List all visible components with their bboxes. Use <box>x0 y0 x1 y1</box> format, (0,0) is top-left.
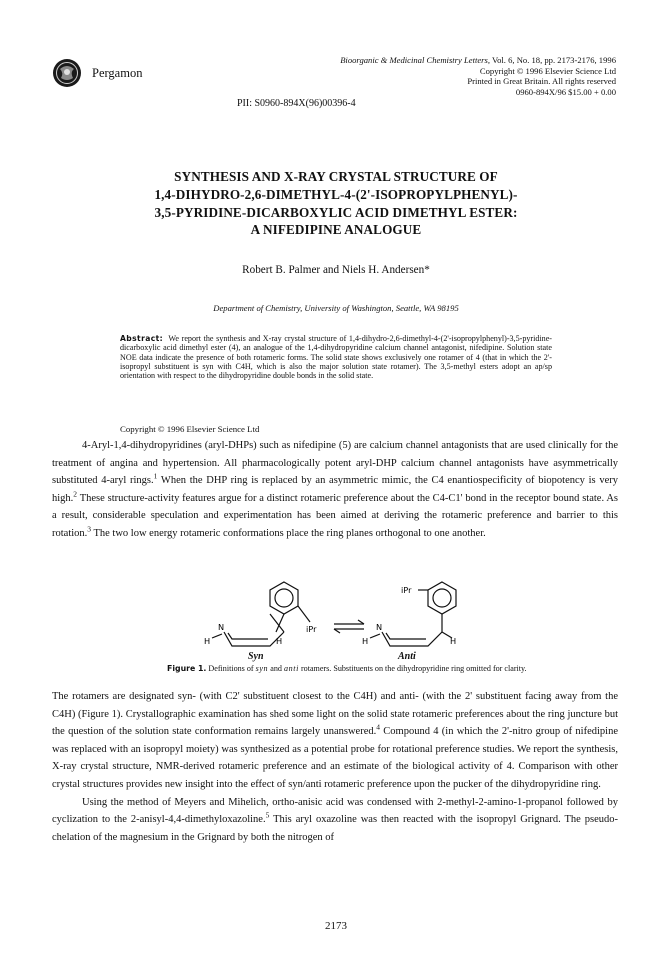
p3-text-a: Using the method of Meyers and Mihelich, ortho-anisic acid was condensed with 2-methyl-2-amino-1-propanol followed by cyclization to the 2-anisyl-4,4-dimethyloxazoline. <box>52 796 618 826</box>
pergamon-logo <box>52 58 82 88</box>
syn-h-left: H <box>204 636 211 646</box>
anti-label: Anti <box>398 651 416 662</box>
syn-phenyl-ring <box>270 582 298 614</box>
caption-and: and <box>268 664 284 673</box>
paragraph-1 <box>52 437 618 543</box>
p1-text-a: 4-Aryl-1,4-dihydropyridines (aryl-DHPs) such as nifedipine (5) are calcium channel antagonists that are used clinically for the treatment of angina and hypertension. All pharmacologically potent aryl-DHP calcium channel antagonists have asymmetrically substituted 4-aryl rings. <box>52 440 618 487</box>
syn-n-label: N <box>218 622 225 632</box>
ref-2: 2 <box>73 489 78 499</box>
page-number: 2173 <box>325 920 347 932</box>
abstract <box>120 334 552 380</box>
ref-1: 1 <box>153 471 158 481</box>
anti-phenyl-ring <box>418 582 456 614</box>
p2-text-a: The rotamers are designated syn- (with C2' substituent closest to the C4H) and anti- (with the 2' substituent facing away from the C4H) (Figure 1). Crystallographic examination has shed some light on the solid state rotameric preferences about the ring juncture but the question of the solution state conformation remains largely unanswered. <box>52 691 618 738</box>
equilibrium-arrows <box>334 620 364 633</box>
anti-ipr-label: iPr <box>401 585 412 595</box>
paper-title <box>60 168 612 239</box>
title-line-1: SYNTHESIS AND X-RAY CRYSTAL STRUCTURE OF <box>174 169 498 184</box>
ref-4: 4 <box>376 722 380 732</box>
anti-h-left: H <box>362 636 369 646</box>
journal-printed: Printed in Great Britain. All rights reserved <box>467 76 616 87</box>
paragraph-3 <box>52 794 618 847</box>
caption-label: Figure 1. <box>167 664 207 673</box>
journal-copyright: Copyright © 1996 Elsevier Science Ltd <box>479 65 616 76</box>
paragraph-2 <box>52 688 618 794</box>
pii: PII: S0960-894X(96)00396-4 <box>237 98 356 109</box>
caption-syn: syn <box>255 664 269 673</box>
affiliation: Department of Chemistry, University of Washington, Seattle, WA 98195 <box>213 303 459 313</box>
figure-1-structures <box>196 580 486 652</box>
anti-h-right: H <box>450 636 457 646</box>
p2-text-b: Compound 4 (in which the 2'-nitro group of nifedipine was replaced with an isopropyl moiety) was synthesized as a potential probe for rotational preference studies. We report the synthesis, X-ray crystal structure, NMR-derived rotameric preference and an estimate of the biological activity of 4. Comparison with other crystal structures provides new insight into the effect of syn/anti rotameric preference upon the pucker of the dihydropyridine ring. <box>52 726 618 790</box>
syn-dhp-ring <box>212 606 310 646</box>
p3-text-b: This aryl oxazoline was then reacted with the isopropyl Grignard. The pseudo-chelation of the magnesium in the Grignard by both the nitrogen of <box>52 814 618 843</box>
abstract-text: We report the synthesis and X-ray crystal structure of 1,4-dihydro-2,6-dimethyl-4-(2'-isopropylphenyl)-3,5-pyridine-dicarboxylic acid dimethyl ester (4), an analogue of the 1,4-dihydropyridine calcium channel antagonist, nifedipine. Solution state NOE data indicate the presence of both rotameric forms. The solid state shows exclusively one rotamer of 4 (that in which the 2'-isopropyl substituent is syn with C4H, which is also the major solution state rotamer). The 3,5-methyl esters adopt an ap/sp orientation with respect to the dihydropyridine double bonds in the solid state. <box>120 334 552 381</box>
caption-text-b: rotamers. Substituents on the dihydropyridine ring omitted for clarity. <box>298 664 527 673</box>
article-copyright: Copyright © 1996 Elsevier Science Ltd <box>120 424 260 434</box>
anti-n-label: N <box>376 622 383 632</box>
journal-info <box>276 55 616 97</box>
p1-text-b: When the DHP ring is replaced by an asymmetric mimic, the C4 enantiospecificity of biopotency is very high. <box>52 475 618 504</box>
journal-volume: Vol. 6, No. 18, pp. 2173-2176, 1996 <box>492 55 616 65</box>
title-line-2: 1,4-DIHYDRO-2,6-DIMETHYL-4-(2'-ISOPROPYLPHENYL)- <box>154 186 518 202</box>
ref-5: 5 <box>265 810 270 820</box>
syn-label: Syn <box>248 651 264 662</box>
anti-dhp-ring <box>370 614 452 646</box>
journal-issn: 0960-894X/96 $15.00 + 0.00 <box>515 86 616 97</box>
title-line-4: A NIFEDIPINE ANALOGUE <box>250 222 422 238</box>
title-line-3: 3,5-PYRIDINE-DICARBOXYLIC ACID DIMETHYL ESTER: <box>154 204 518 220</box>
journal-name: Bioorganic & Medicinal Chemistry Letters, <box>340 55 491 65</box>
paragraphs-2-3 <box>52 688 618 846</box>
p1-text-d: The two low energy rotameric conformations place the ring planes orthogonal to one another. <box>91 527 486 539</box>
syn-ipr-label: iPr <box>306 624 317 634</box>
syn-h-right: H <box>276 636 283 646</box>
publisher-name: Pergamon <box>92 66 143 80</box>
abstract-label: Abstract: <box>120 334 164 343</box>
authors: Robert B. Palmer and Niels H. Andersen* <box>242 264 430 276</box>
ref-3: 3 <box>87 524 92 534</box>
caption-text-a: Definitions of <box>206 664 256 673</box>
caption-anti: anti <box>283 664 299 673</box>
figure-1-caption <box>167 664 537 674</box>
p1-text-c: These structure-activity features argue for a distinct rotameric preference about the C4-C1' bond in the receptor bound state. As a result, considerable speculation and experimentation has been aimed at deriving the rotameric preference and barrier to this rotation. <box>52 492 618 539</box>
